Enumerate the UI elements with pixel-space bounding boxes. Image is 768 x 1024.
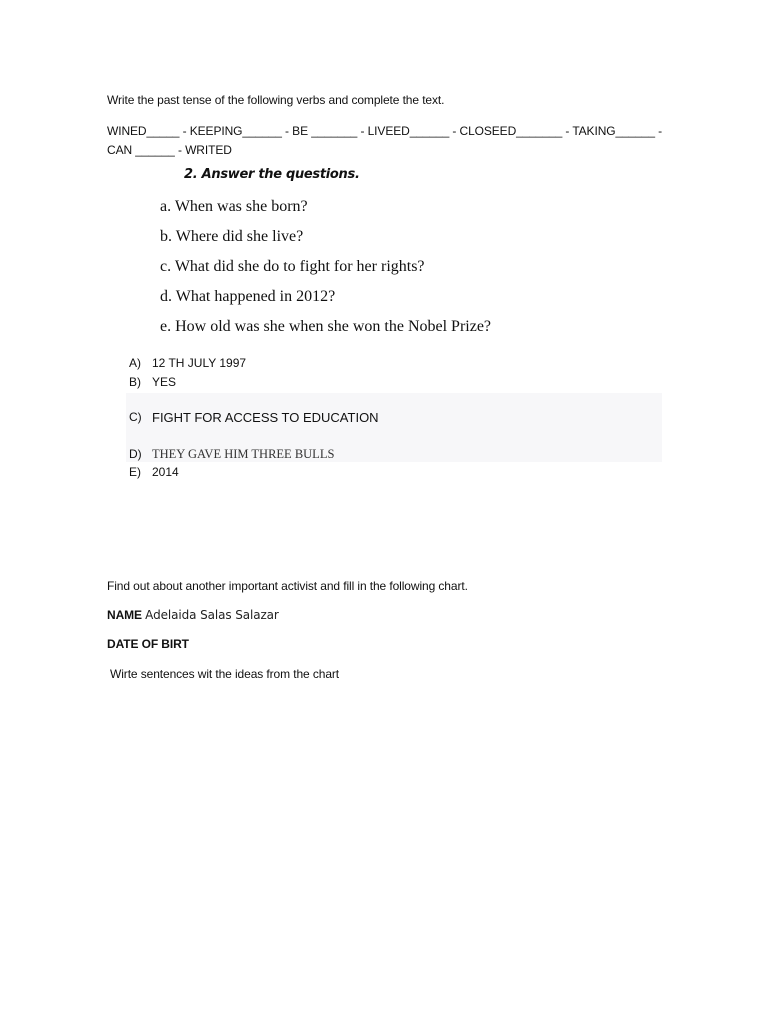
answer-a-letter: A) xyxy=(129,356,141,370)
answer-c-text: FIGHT FOR ACCESS TO EDUCATION xyxy=(152,410,379,425)
answer-b-letter: B) xyxy=(129,375,141,389)
past-tense-instruction: Write the past tense of the following verbs and complete the text. xyxy=(107,93,445,107)
answer-e-letter: E) xyxy=(129,465,141,479)
verbs-list: WINED_____ - KEEPING______ - BE _______ - LIVEED______ - CLOSEED_______ - TAKING______ - CAN ______ - WRITED xyxy=(107,124,663,157)
name-row xyxy=(107,608,279,622)
answer-b-text: YES xyxy=(152,375,177,389)
answer-c-letter: C) xyxy=(129,410,142,424)
sentences-instruction: Wirte sentences wit the ideas from the chart xyxy=(110,667,340,681)
date-of-birth-label: DATE OF BIRT xyxy=(107,637,189,651)
activist-instruction: Find out about another important activist and fill in the following chart. xyxy=(107,579,468,593)
answer-d-letter: D) xyxy=(129,447,142,461)
answer-a-text: 12 TH JULY 1997 xyxy=(152,356,247,370)
question-a: a. When was she born? xyxy=(160,198,308,215)
answer-d-text: THEY GAVE HIM THREE BULLS xyxy=(152,447,335,461)
answer-e-text: 2014 xyxy=(152,465,179,479)
question-d: d. What happened in 2012? xyxy=(160,288,336,305)
name-label: NAME xyxy=(107,608,142,622)
question-c: c. What did she do to fight for her rights? xyxy=(160,258,425,275)
question-b: b. Where did she live? xyxy=(160,228,304,245)
name-value: Adelaida Salas Salazar xyxy=(145,608,279,622)
question-e: e. How old was she when she won the Nobel Prize? xyxy=(160,318,492,335)
questions-heading: 2. Answer the questions. xyxy=(184,167,360,182)
